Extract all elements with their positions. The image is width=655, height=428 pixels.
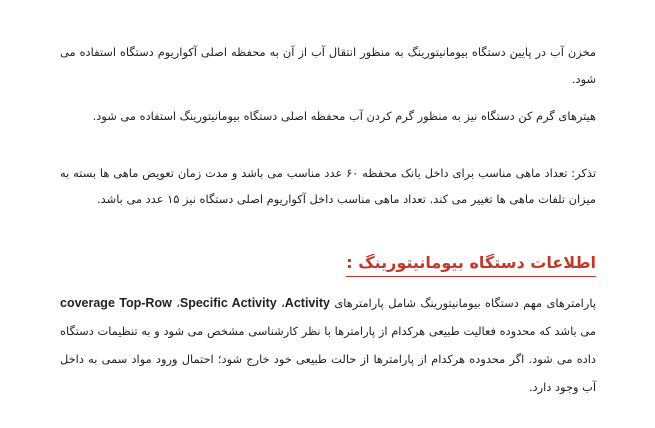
term-coverage: coverage xyxy=(60,296,115,310)
parameters-intro-text: پارامترهای مهم دستگاه بیومانیتورینگ شامل پارامترهای xyxy=(334,296,596,310)
document-page xyxy=(60,0,596,428)
term-separator: ، xyxy=(281,296,285,310)
term-top-row: Top-Row xyxy=(119,296,172,310)
paragraph-note: تذکر: تعداد ماهی مناسب برای داخل بانک محفظه ۶۰ عدد مناسب می باشد و مدت زمان تعویض ماهی ها بسته به میزان تلفات ماهی ها تغییر می کند. تعداد ماهی مناسب داخل آکواریوم اصلی دستگاه نیز ۱۵ عدد می باشد. xyxy=(60,166,597,206)
section-heading: اطلاعات دستگاه بیومانیتورینگ : xyxy=(346,251,596,277)
paragraph-water-tank: مخزن آب در پایین دستگاه بیومانیتورینگ به منظور انتقال آب از آن به محفظه اصلی آکواریوم دستگاه استفاده می شود. xyxy=(60,45,596,86)
paragraph-parameters xyxy=(60,289,596,401)
term-specific-activity: Specific Activity xyxy=(179,296,277,310)
term-separator: ، xyxy=(176,296,180,310)
paragraph-heaters: هیترهای گرم کن دستگاه نیز به منظور گرم کردن آب محفظه اصلی دستگاه بیومانیتورینگ استفاده می شود. xyxy=(92,109,596,123)
term-activity: Activity xyxy=(284,296,330,310)
parameters-description-text: می باشد که محدوده فعالیت طبیعی هرکدام از پارامترها با نظر کارشناسی مشخص می شود و به تنظیمات دستگاه داده می شود. اگر محدوده هرکدام از پارامترها از حالت طبیعی خود خارج شود؛ احتمال ورود مواد سمی به داخل آب وجود دارد. xyxy=(60,324,596,394)
